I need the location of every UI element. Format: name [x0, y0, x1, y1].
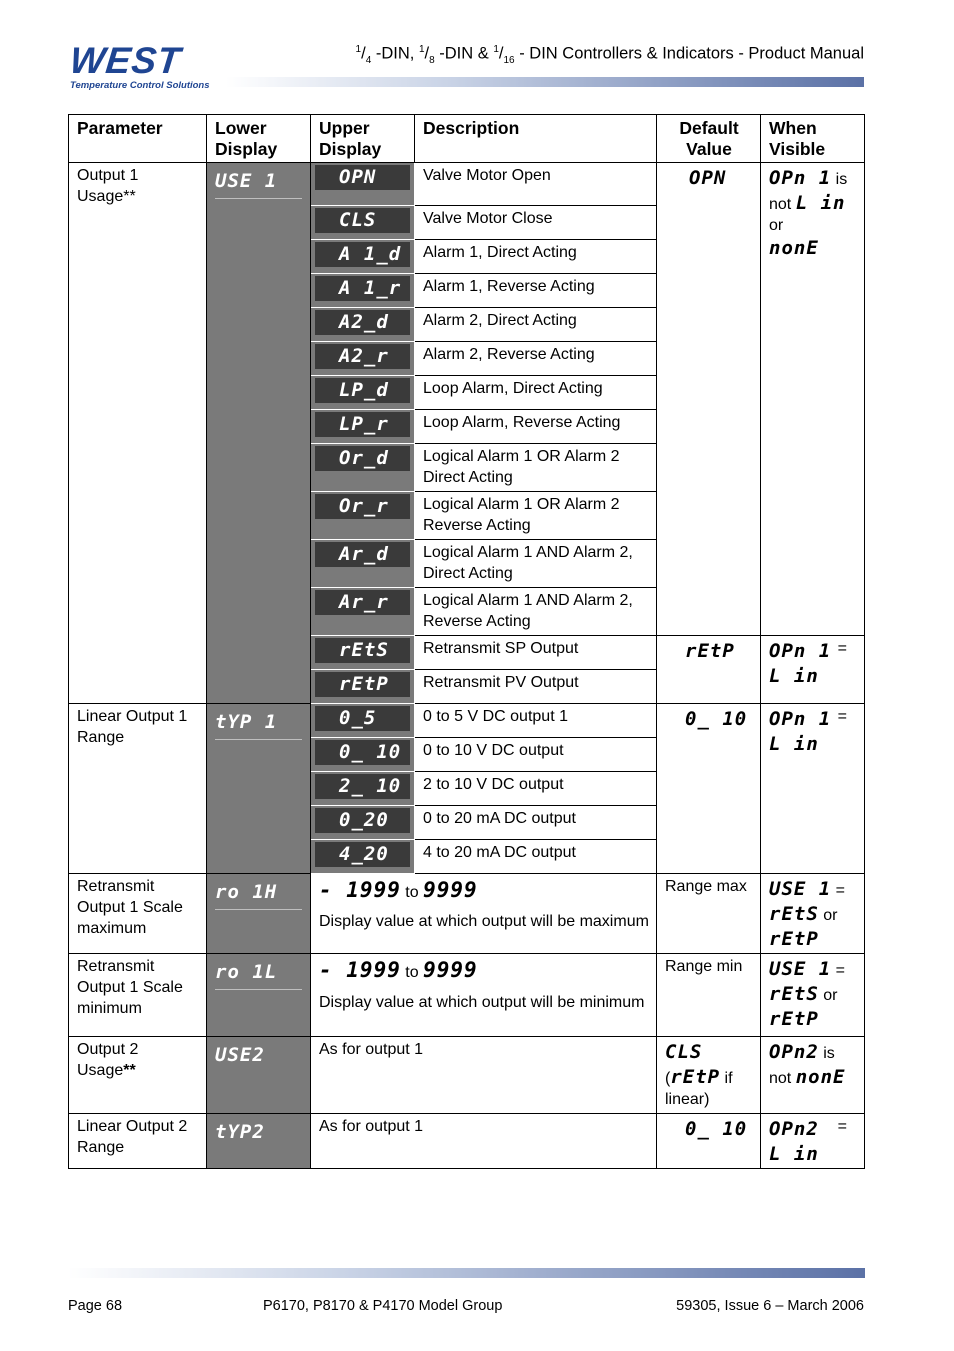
model-group: P6170, P8170 & P4170 Model Group — [263, 1298, 503, 1314]
lower-display-use1: USE 1 — [207, 163, 311, 704]
description-cell: Retransmit PV Output — [415, 670, 657, 704]
description-cell: Alarm 1, Reverse Acting — [415, 274, 657, 308]
upper-display-cell: 2_ 10 — [311, 772, 415, 806]
col-description: Description — [415, 115, 657, 163]
description-cell: 4 to 20 mA DC output — [415, 840, 657, 874]
upper-display-cell: A2_d — [311, 308, 415, 342]
table-row — [69, 1113, 865, 1169]
default-value-retrans: rEtP — [657, 636, 761, 704]
range-description-max: - 1999 to 9999 Display value at which output will be maximum — [311, 874, 657, 954]
upper-display-cell: Ar_r — [311, 588, 415, 636]
when-visible-max: USE 1 = rEtS or rEtP — [761, 874, 865, 954]
lower-display-typ1: tYP 1 — [207, 704, 311, 874]
upper-display-cell: 4_20 — [311, 840, 415, 874]
description-cell: Logical Alarm 1 OR Alarm 2 Reverse Acting — [415, 492, 657, 540]
footer-rule — [68, 1268, 865, 1278]
default-value-typ1: 0_ 10 — [657, 704, 761, 874]
param-linear-output1-range: Linear Output 1 Range — [69, 704, 207, 874]
when-visible-output2: OPn2 is not nonE — [761, 1037, 865, 1113]
description-cell: Logical Alarm 1 AND Alarm 2, Reverse Acting — [415, 588, 657, 636]
description-cell: Valve Motor Close — [415, 206, 657, 240]
logo-tagline: Temperature Control Solutions — [70, 80, 210, 91]
description-cell: 0 to 20 mA DC output — [415, 806, 657, 840]
param-retransmit-min: Retransmit Output 1 Scale minimum — [69, 954, 207, 1037]
description-typ2: As for output 1 — [311, 1113, 657, 1169]
description-cell: Alarm 1, Direct Acting — [415, 240, 657, 274]
table-row — [69, 163, 865, 206]
issue-info: 59305, Issue 6 – March 2006 — [676, 1298, 864, 1314]
description-cell: Alarm 2, Reverse Acting — [415, 342, 657, 376]
lower-display-use2: USE2 — [207, 1037, 311, 1113]
when-visible-typ2: OPn2 = L in — [761, 1113, 865, 1169]
default-value-out1: OPN — [657, 163, 761, 636]
upper-display-cell: rEtP — [311, 670, 415, 704]
col-upper-display: Upper Display — [311, 115, 415, 163]
description-cell: 0 to 5 V DC output 1 — [415, 704, 657, 738]
upper-display-cell: A2_r — [311, 342, 415, 376]
upper-display-cell: 0_20 — [311, 806, 415, 840]
table-row — [69, 874, 865, 954]
table-header-row — [69, 115, 865, 163]
upper-display-cell: OPN — [311, 163, 415, 206]
default-value-typ2: 0_ 10 — [657, 1113, 761, 1169]
when-visible-min: USE 1 = rEtS or rEtP — [761, 954, 865, 1037]
default-value-output2: CLS (rEtP if linear) — [657, 1037, 761, 1113]
when-visible-typ1: OPn 1 = L in — [761, 704, 865, 874]
param-output1-usage: Output 1 Usage** — [69, 163, 207, 704]
when-visible-retrans: OPn 1 = L in — [761, 636, 865, 704]
description-cell: 0 to 10 V DC output — [415, 738, 657, 772]
lower-display-ro1h: ro 1H — [207, 874, 311, 954]
manual-title: $^1/_4$ -DIN, $^1/_8$ -DIN & $^1/_{16}$ - DIN Controllers & Indicators - Product Manual — [355, 44, 864, 66]
lower-display-typ2: tYP2 — [207, 1113, 311, 1169]
description-cell: Alarm 2, Direct Acting — [415, 308, 657, 342]
upper-display-cell: Ar_d — [311, 540, 415, 588]
description-cell: Logical Alarm 1 OR Alarm 2 Direct Acting — [415, 444, 657, 492]
description-cell: Valve Motor Open — [415, 163, 657, 206]
table-row — [69, 954, 865, 1037]
parameter-table — [68, 114, 865, 1169]
upper-display-cell: 0_ 10 — [311, 738, 415, 772]
col-lower-display: Lower Display — [207, 115, 311, 163]
upper-display-cell: LP_d — [311, 376, 415, 410]
range-description-min: - 1999 to 9999 Display value at which output will be minimum — [311, 954, 657, 1037]
col-parameter: Parameter — [69, 115, 207, 163]
param-output2-usage: Output 2 Usage** — [69, 1037, 207, 1113]
upper-display-cell: A 1_r — [311, 274, 415, 308]
west-logo — [67, 40, 225, 91]
upper-display-cell: LP_r — [311, 410, 415, 444]
param-linear-output2-range: Linear Output 2 Range — [69, 1113, 207, 1169]
header-rule — [226, 77, 864, 87]
description-cell: Loop Alarm, Reverse Acting — [415, 410, 657, 444]
table-row — [69, 704, 865, 738]
description-cell: Retransmit SP Output — [415, 636, 657, 670]
default-value-max: Range max — [657, 874, 761, 954]
upper-display-cell: A 1_d — [311, 240, 415, 274]
col-default-value: Default Value — [657, 115, 761, 163]
param-retransmit-max: Retransmit Output 1 Scale maximum — [69, 874, 207, 954]
upper-display-cell: Or_r — [311, 492, 415, 540]
logo-word: WEST — [67, 40, 184, 81]
upper-display-cell: CLS — [311, 206, 415, 240]
page-number: Page 68 — [68, 1298, 123, 1314]
upper-display-cell: Or_d — [311, 444, 415, 492]
description-cell: Loop Alarm, Direct Acting — [415, 376, 657, 410]
col-when-visible: When Visible — [761, 115, 865, 163]
lower-display-ro1l: ro 1L — [207, 954, 311, 1037]
description-output2: As for output 1 — [311, 1037, 657, 1113]
description-cell: Logical Alarm 1 AND Alarm 2, Direct Acting — [415, 540, 657, 588]
table-row — [69, 1037, 865, 1113]
description-cell: 2 to 10 V DC output — [415, 772, 657, 806]
default-value-min: Range min — [657, 954, 761, 1037]
upper-display-cell: rEtS — [311, 636, 415, 670]
upper-display-cell: 0_5 — [311, 704, 415, 738]
when-visible-out1: OPn 1 is not L in or nonE — [761, 163, 865, 636]
